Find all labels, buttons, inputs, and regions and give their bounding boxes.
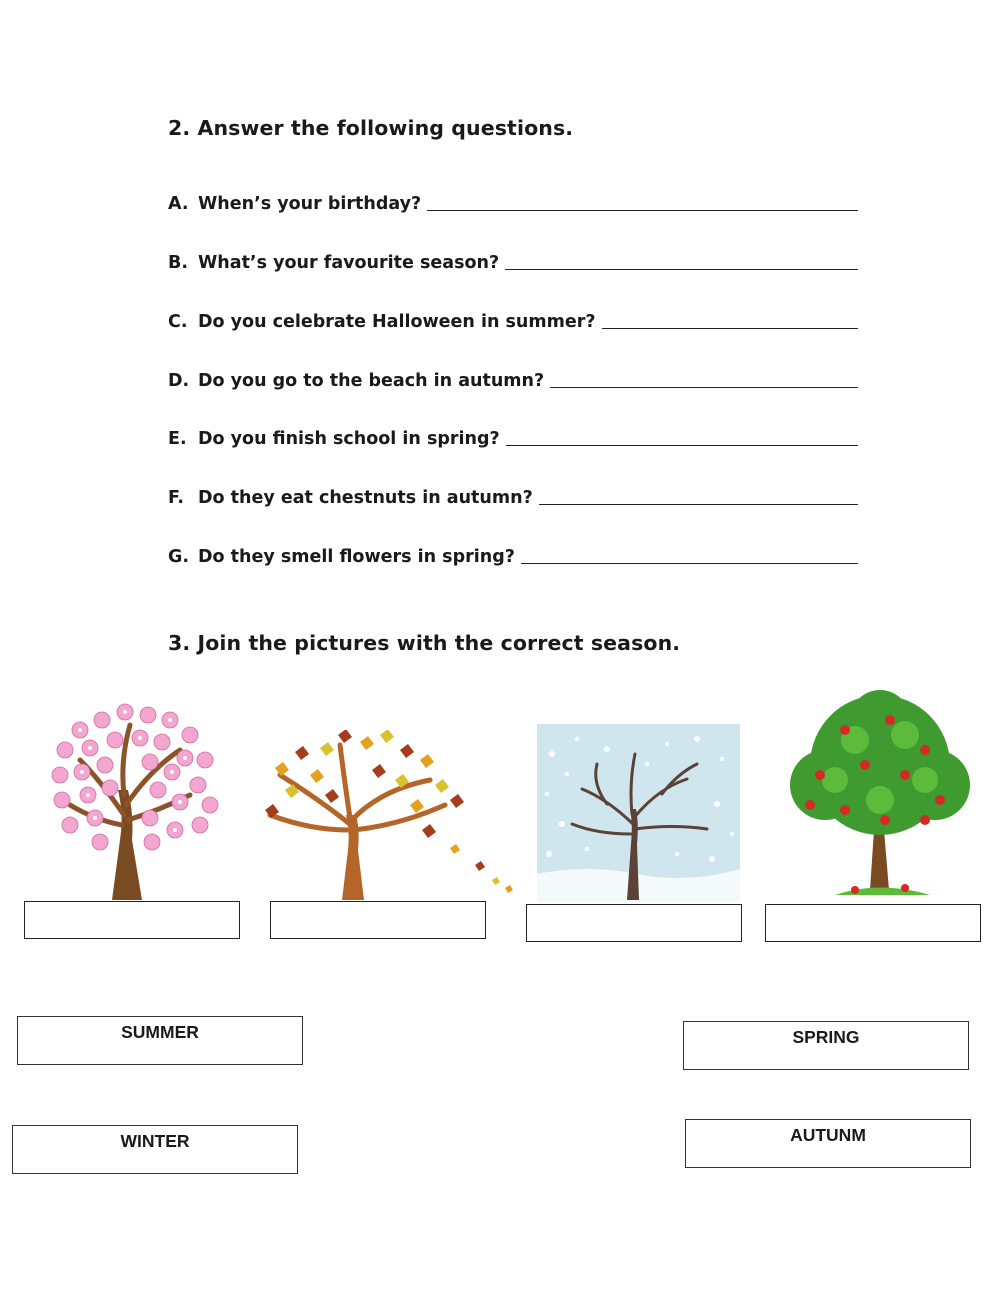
blossom-tree-icon xyxy=(40,690,230,902)
question-letter: D. xyxy=(168,371,190,391)
question-row xyxy=(168,539,858,567)
winter-tree-picture xyxy=(537,724,740,902)
section-3-title: 3. Join the pictures with the correct season. xyxy=(168,631,681,655)
question-row xyxy=(168,363,858,391)
blossom-tree-picture xyxy=(40,690,230,902)
answer-line-d[interactable] xyxy=(550,386,858,388)
question-letter: F. xyxy=(168,488,185,508)
question-letter: B. xyxy=(168,253,188,273)
autumn-tree-icon xyxy=(260,730,515,902)
answer-box-picture-3[interactable] xyxy=(526,904,742,942)
question-text: Do you go to the beach in autumn? xyxy=(198,371,545,391)
apple-tree-icon xyxy=(785,690,973,900)
answer-box-picture-2[interactable] xyxy=(270,901,486,939)
answer-line-c[interactable] xyxy=(602,327,858,329)
question-row xyxy=(168,480,858,508)
season-card-summer[interactable]: SUMMER xyxy=(17,1016,303,1065)
winter-tree-icon xyxy=(537,724,740,902)
question-text: Do you celebrate Halloween in summer? xyxy=(198,312,596,332)
question-letter: E. xyxy=(168,429,187,449)
question-row xyxy=(168,304,858,332)
answer-line-g[interactable] xyxy=(521,562,858,564)
season-card-winter[interactable]: WINTER xyxy=(12,1125,298,1174)
answer-line-b[interactable] xyxy=(505,268,858,270)
answer-line-f[interactable] xyxy=(539,503,858,505)
answer-box-picture-4[interactable] xyxy=(765,904,981,942)
season-card-spring[interactable]: SPRING xyxy=(683,1021,969,1070)
question-letter: A. xyxy=(168,194,189,214)
question-row xyxy=(168,186,858,214)
question-letter: C. xyxy=(168,312,188,332)
question-text: Do they eat chestnuts in autumn? xyxy=(198,488,533,508)
apple-tree-picture xyxy=(785,690,973,900)
question-text: Do you finish school in spring? xyxy=(198,429,500,449)
question-text: When’s your birthday? xyxy=(198,194,422,214)
answer-line-a[interactable] xyxy=(427,209,858,211)
autumn-tree-picture xyxy=(260,730,515,902)
season-card-autumn[interactable]: AUTUNM xyxy=(685,1119,971,1168)
answer-box-picture-1[interactable] xyxy=(24,901,240,939)
question-row xyxy=(168,245,858,273)
section-2-title: 2. Answer the following questions. xyxy=(168,116,574,140)
answer-line-e[interactable] xyxy=(506,444,858,446)
question-text: What’s your favourite season? xyxy=(198,253,500,273)
question-letter: G. xyxy=(168,547,190,567)
question-text: Do they smell flowers in spring? xyxy=(198,547,515,567)
question-row xyxy=(168,421,858,449)
